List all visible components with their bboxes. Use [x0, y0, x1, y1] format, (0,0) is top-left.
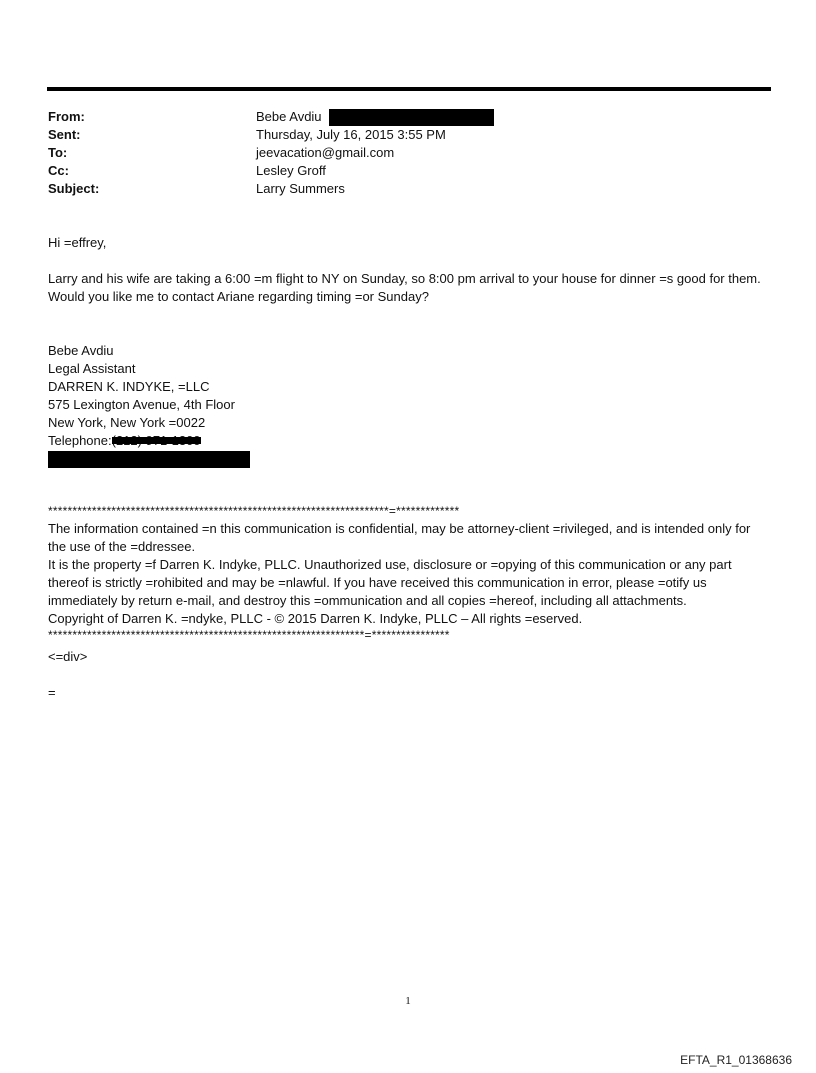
sent-label: Sent: — [48, 127, 81, 142]
cc-label: Cc: — [48, 163, 69, 178]
signature-title: Legal Assistant — [48, 361, 136, 376]
subject-value: Larry Summers — [256, 181, 345, 196]
from-value — [256, 108, 494, 126]
header-rule — [47, 87, 771, 91]
disclaimer-line1: The information contained =n this communication is confidential, may be attorney-client =rivileged, and is intended only for the use of the =ddressee. — [48, 521, 751, 554]
disclaimer-line3: Copyright of Darren K. =ndyke, PLLC - © 2015 Darren K. Indyke, PLLC – All rights =eserved. — [48, 611, 583, 626]
redaction-bar — [48, 451, 250, 468]
to-label: To: — [48, 145, 68, 160]
from-name: Bebe Avdiu — [256, 109, 322, 124]
redaction-bar — [112, 437, 201, 444]
signature-telephone — [48, 432, 768, 450]
disclaimer-stars-top: **********************************************************************=************* — [48, 504, 460, 518]
telephone-value-redacted — [112, 432, 201, 450]
disclaimer-line2: It is the property =f Darren K. Indyke, PLLC. Unauthorized use, disclosure or =opying of this communication or any part thereof is strictly =rohibited and may be =nlawful. If you have received this communication in error, please =otify us immediately by return e-mail, and destroy this =ommunication and all copies =hereof, including all attachments. — [48, 557, 732, 608]
signature-address2: New York, New York =0022 — [48, 415, 206, 430]
subject-row — [48, 180, 748, 198]
email-header — [48, 108, 748, 198]
sent-row — [48, 126, 748, 144]
signature-address1: 575 Lexington Avenue, 4th Floor — [48, 397, 235, 412]
cc-row — [48, 162, 748, 180]
to-value: jeevacation@gmail.com — [256, 145, 395, 160]
greeting: Hi =effrey, — [48, 235, 107, 250]
from-label: From: — [48, 109, 85, 124]
redaction-bar — [329, 109, 494, 126]
div-tag-text: <=div> — [48, 649, 88, 664]
subject-label: Subject: — [48, 181, 100, 196]
signature-firm: DARREN K. INDYKE, =LLC — [48, 379, 210, 394]
equals-text: = — [48, 685, 56, 700]
signature-block — [48, 342, 768, 468]
document-id: EFTA_R1_01368636 — [680, 1053, 792, 1067]
message-body: Larry and his wife are taking a 6:00 =m flight to NY on Sunday, so 8:00 pm arrival to your house for dinner =s good for them. Would you like me to contact Ariane regarding timing =or Sunday? — [48, 271, 761, 304]
cc-value: Lesley Groff — [256, 163, 326, 178]
to-row — [48, 144, 748, 162]
telephone-label: Telephone: — [48, 433, 112, 448]
disclaimer-stars-bottom: *****************************************************************=**************** — [48, 628, 450, 642]
redacted-line — [48, 450, 768, 468]
signature-name: Bebe Avdiu — [48, 343, 114, 358]
from-row — [48, 108, 748, 126]
page-number: 1 — [405, 995, 411, 1007]
sent-value: Thursday, July 16, 2015 3:55 PM — [256, 127, 446, 142]
